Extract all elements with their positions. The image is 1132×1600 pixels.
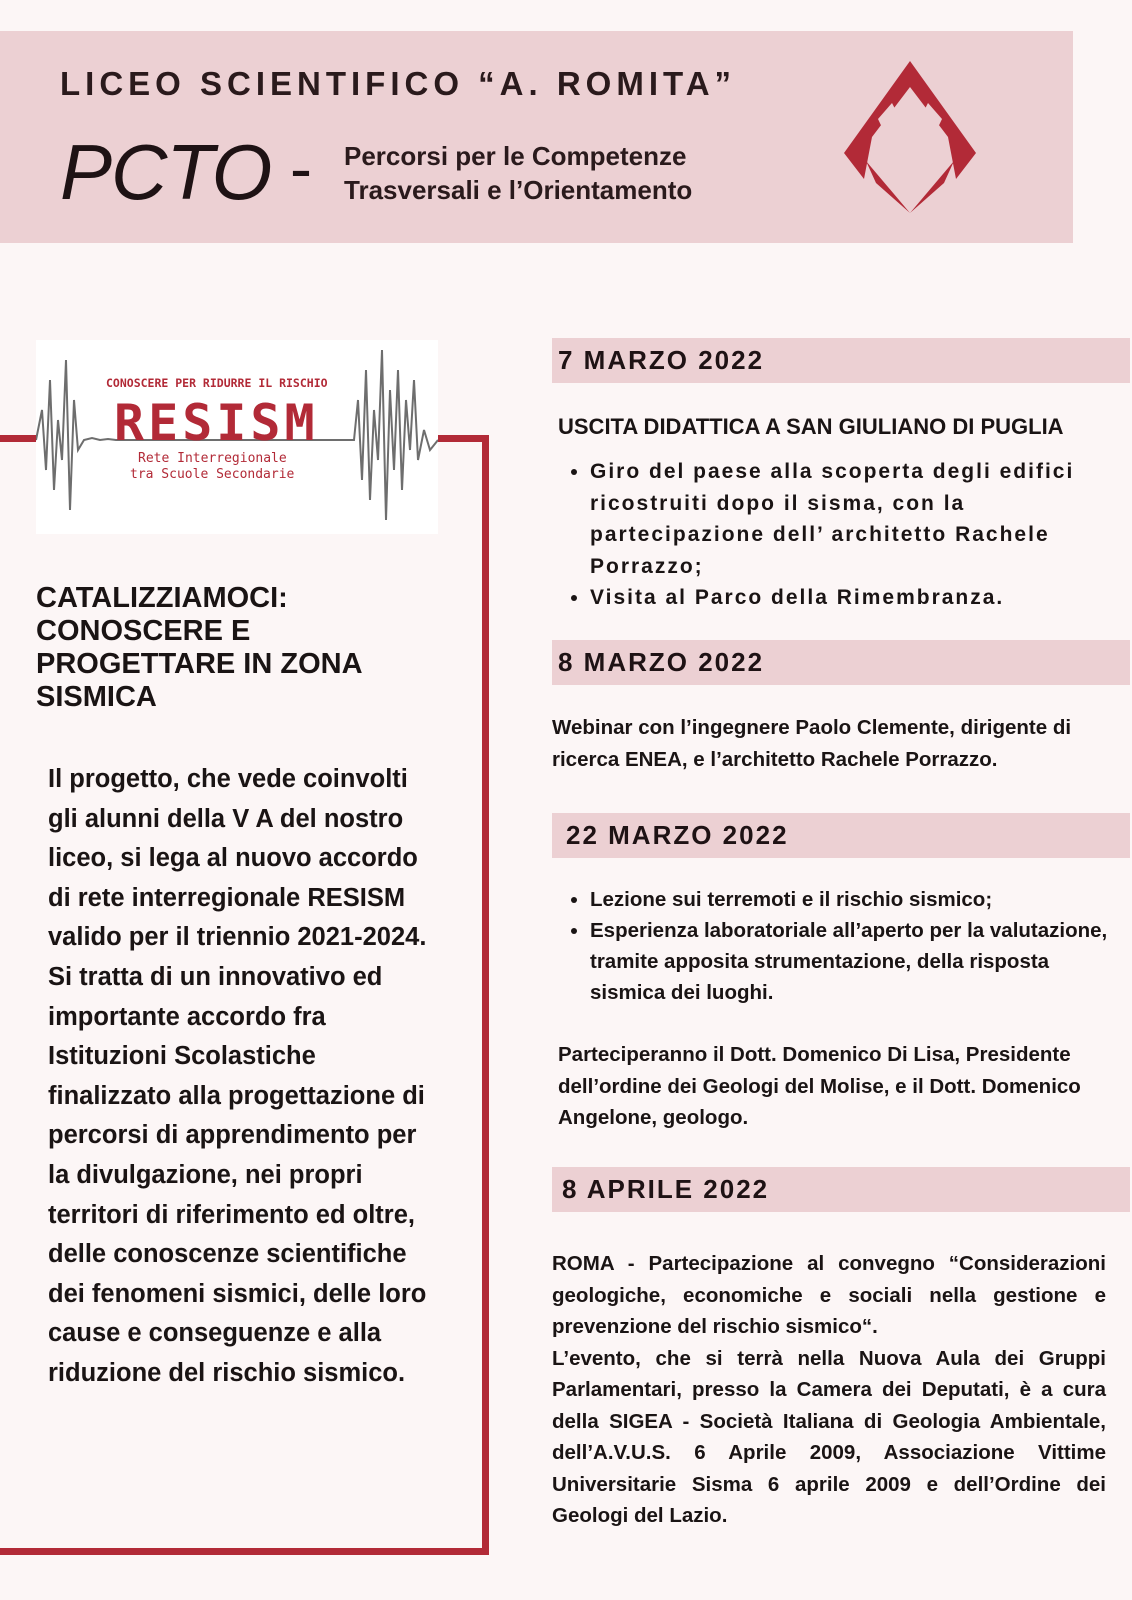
event-1-title: USCITA DIDATTICA A SAN GIULIANO DI PUGLIA [558, 414, 1064, 439]
list-item: • Giro del paese alla scoperta degli edifici ricostruiti dopo il sisma, con la partecipazione dell’ architetto Rachele Porrazzo; [590, 456, 1130, 582]
event-4-text-1: ROMA - Partecipazione al convegno “Considerazioni geologiche, economiche e sociali nella gestione e prevenzione del rischio sismico“. [552, 1252, 1106, 1338]
date-band-2: 8 MARZO 2022 [552, 640, 1130, 685]
event-4-text [552, 1248, 1106, 1532]
pcto-subtitle-line2: Trasversali e l’Orientamento [344, 175, 693, 205]
event-2-text: Webinar con l’ingegnere Paolo Clemente, dirigente di ricerca ENEA, e l’architetto Rachele Porrazzo. [552, 716, 1072, 771]
school-logo-icon [836, 57, 984, 215]
date-band-4: 8 APRILE 2022 [552, 1167, 1130, 1212]
resism-logo [36, 340, 438, 534]
event-1-list [552, 456, 1130, 614]
project-title: CATALIZZIAMOCI: CONOSCERE E PROGETTARE IN ZONA SISMICA [36, 582, 362, 713]
pcto-subtitle-line1: Percorsi per le Competenze [344, 141, 687, 171]
header-banner [0, 31, 1073, 243]
pcto-subtitle [344, 139, 692, 207]
date-band-1: 7 MARZO 2022 [552, 338, 1130, 383]
list-item: • Esperienza laboratoriale all’aperto per la valutazione, tramite apposita strumentazione, della risposta sismica dei luoghi. [590, 915, 1110, 1008]
pcto-dash: - [290, 131, 312, 205]
school-name: LICEO SCIENTIFICO “A. ROMITA” [60, 65, 737, 102]
resism-top-text: CONOSCERE PER RIDURRE IL RISCHIO [106, 376, 328, 390]
event-3-text: Parteciperanno il Dott. Domenico Di Lisa, Presidente dell’ordine dei Geologi del Molise, e il Dott. Domenico Angelone, geologo. [558, 1043, 1081, 1129]
list-item: • Lezione sui terremoti e il rischio sismico; [590, 884, 1110, 915]
event-3-list [552, 884, 1110, 1008]
project-description: Il progetto, che vede coinvolti gli alunni della V A del nostro liceo, si lega al nuovo accordo di rete interregionale RESISM valido per il triennio 2021-2024. Si tratta di un innovativo ed importante accordo fra Istituzioni Scolastiche finalizzato alla progettazione di percorsi di apprendimento per la divulgazione, nei propri territori di riferimento ed oltre, delle conoscenze scientifiche dei fenomeni sismici, delle loro cause e conseguenze e alla riduzione del rischio sismico. [48, 765, 427, 1387]
resism-line1: Rete Interregionale [138, 451, 287, 466]
resism-line2: tra Scuole Secondarie [130, 467, 295, 482]
list-item: • Visita al Parco della Rimembranza. [590, 582, 1130, 614]
event-4-text-2: L’evento, che si terrà nella Nuova Aula dei Gruppi Parlamentari, presso la Camera dei Deputati, è a cura della SIGEA - Società Italiana di Geologia Ambientale, dell’A.V.U.S. 6 Aprile 2009, Associazione Vittime Universitarie Sisma 6 aprile 2009 e dell’Ordine dei Geologi del Lazio. [552, 1346, 1106, 1527]
resism-name: RESISM [114, 394, 319, 452]
date-band-3: 22 MARZO 2022 [552, 813, 1130, 858]
seismograph-icon [36, 340, 438, 534]
pcto-title: PCTO [60, 128, 272, 216]
